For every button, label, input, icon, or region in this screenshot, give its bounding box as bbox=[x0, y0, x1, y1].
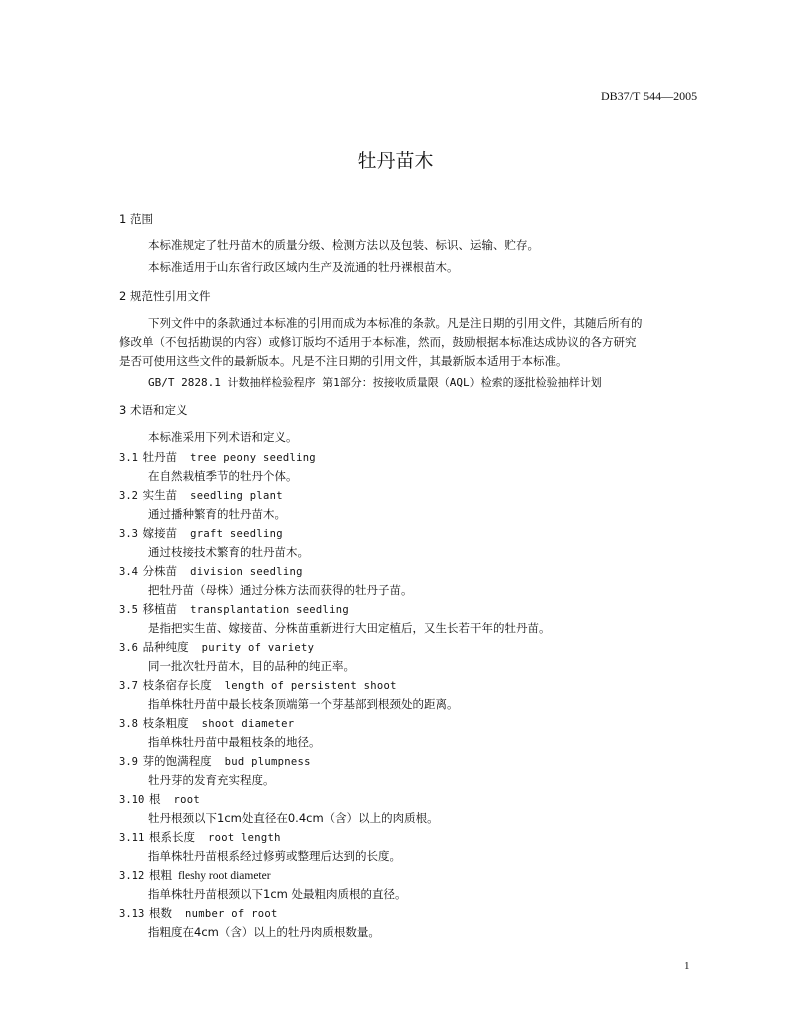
term-number: 3.13 bbox=[119, 908, 145, 920]
term-english: length of persistent shoot bbox=[224, 680, 397, 692]
section-2-line-1: 下列文件中的条款通过本标准的引用而成为本标准的条款。凡是注日期的引用文件，其随后所有的 bbox=[148, 316, 643, 330]
term-chinese: 嫁接苗 bbox=[142, 526, 178, 540]
term-english: tree peony seedling bbox=[190, 452, 316, 464]
term-number: 3.1 bbox=[119, 452, 138, 464]
normative-reference: GB/T 2828.1 计数抽样检验程序 第1部分：按接收质量限（AQL）检索的逐批检验抽样计划 bbox=[148, 376, 602, 389]
term-3-2-definition: 通过播种繁育的牡丹苗木。 bbox=[148, 507, 286, 521]
term-3-1-definition: 在自然栽植季节的牡丹个体。 bbox=[148, 469, 298, 483]
section-2-line-2: 修改单（不包括勘误的内容）或修订版均不适用于本标准，然而，鼓励根据本标准达成协议的各方研究 bbox=[119, 335, 637, 349]
term-3-11-definition: 指单株牡丹苗根系经过修剪或整理后达到的长度。 bbox=[148, 849, 401, 863]
term-chinese: 品种纯度 bbox=[142, 640, 189, 654]
section-1-paragraph-1: 本标准规定了牡丹苗木的质量分级、检测方法以及包装、标识、运输、贮存。 bbox=[148, 238, 539, 252]
term-chinese: 分株苗 bbox=[142, 564, 178, 578]
term-chinese: 枝条粗度 bbox=[142, 716, 189, 730]
term-english: transplantation seedling bbox=[190, 604, 350, 616]
term-3-5 bbox=[119, 604, 349, 616]
term-3-2 bbox=[119, 490, 283, 502]
section-3-heading: 3 术语和定义 bbox=[119, 403, 188, 417]
term-3-11 bbox=[119, 832, 281, 844]
section-3-intro: 本标准采用下列术语和定义。 bbox=[148, 430, 298, 444]
term-english: root length bbox=[207, 832, 281, 844]
term-english: division seedling bbox=[190, 566, 303, 578]
term-number: 3.7 bbox=[119, 680, 138, 692]
term-english: root bbox=[173, 794, 200, 806]
term-number: 3.9 bbox=[119, 756, 138, 768]
term-3-3-definition: 通过枝接技术繁育的牡丹苗木。 bbox=[148, 545, 309, 559]
term-3-10-definition: 牡丹根颈以下1cm处直径在0.4cm（含）以上的肉质根。 bbox=[148, 811, 439, 825]
term-chinese: 牡丹苗 bbox=[142, 450, 178, 464]
term-number: 3.11 bbox=[119, 832, 145, 844]
term-number: 3.8 bbox=[119, 718, 138, 730]
term-chinese: 芽的饱满程度 bbox=[142, 754, 212, 768]
term-3-10 bbox=[119, 794, 200, 806]
section-2-line-3: 是否可使用这些文件的最新版本。凡是不注日期的引用文件，其最新版本适用于本标准。 bbox=[119, 354, 568, 368]
term-chinese: 枝条宿存长度 bbox=[142, 678, 212, 692]
term-3-7-definition: 指单株牡丹苗中最长枝条顶端第一个芽基部到根颈处的距离。 bbox=[148, 697, 459, 711]
term-3-6 bbox=[119, 642, 314, 654]
term-3-13-definition: 指粗度在4cm（含）以上的牡丹肉质根数量。 bbox=[148, 925, 380, 939]
term-3-4 bbox=[119, 566, 303, 578]
term-3-5-definition: 是指把实生苗、嫁接苗、分株苗重新进行大田定植后，又生长若干年的牡丹苗。 bbox=[148, 621, 551, 635]
term-chinese: 实生苗 bbox=[142, 488, 178, 502]
document-title: 牡丹苗木 bbox=[357, 150, 434, 172]
term-chinese: 根粗 bbox=[148, 868, 172, 882]
term-chinese: 根系长度 bbox=[148, 830, 195, 844]
term-3-1 bbox=[119, 452, 316, 464]
term-3-9 bbox=[119, 756, 311, 768]
term-number: 3.2 bbox=[119, 490, 138, 502]
term-chinese: 移植苗 bbox=[142, 602, 178, 616]
term-english: number of root bbox=[184, 908, 278, 920]
term-3-13 bbox=[119, 908, 278, 920]
term-number: 3.3 bbox=[119, 528, 138, 540]
term-3-6-definition: 同一批次牡丹苗木，目的品种的纯正率。 bbox=[148, 659, 355, 673]
section-1-paragraph-2: 本标准适用于山东省行政区域内生产及流通的牡丹裸根苗木。 bbox=[148, 260, 459, 274]
term-number: 3.4 bbox=[119, 566, 138, 578]
term-3-3 bbox=[119, 528, 283, 540]
term-3-9-definition: 牡丹芽的发育充实程度。 bbox=[148, 773, 275, 787]
standard-code: DB37/T 544—2005 bbox=[601, 89, 698, 103]
term-3-7 bbox=[119, 680, 397, 692]
section-2-heading: 2 规范性引用文件 bbox=[119, 289, 211, 303]
term-3-12-definition: 指单株牡丹苗根颈以下1cm 处最粗肉质根的直径。 bbox=[148, 887, 407, 901]
term-chinese: 根 bbox=[148, 792, 161, 806]
page-number: 1 bbox=[684, 960, 690, 972]
term-3-8-definition: 指单株牡丹苗中最粗枝条的地径。 bbox=[148, 735, 321, 749]
term-number: 3.10 bbox=[119, 794, 145, 806]
term-3-12 bbox=[119, 870, 271, 883]
term-english: fleshy root diameter bbox=[177, 870, 271, 882]
term-english: graft seedling bbox=[190, 528, 283, 540]
term-3-4-definition: 把牡丹苗（母株）通过分株方法而获得的牡丹子苗。 bbox=[148, 583, 413, 597]
section-1-heading: 1 范围 bbox=[119, 212, 153, 226]
term-english: purity of variety bbox=[201, 642, 315, 654]
term-english: seedling plant bbox=[190, 490, 283, 502]
term-number: 3.5 bbox=[119, 604, 138, 616]
term-number: 3.12 bbox=[119, 870, 145, 882]
term-chinese: 根数 bbox=[148, 906, 172, 920]
term-3-8 bbox=[119, 718, 294, 730]
term-english: bud plumpness bbox=[224, 756, 311, 768]
term-english: shoot diameter bbox=[201, 718, 295, 730]
term-number: 3.6 bbox=[119, 642, 138, 654]
